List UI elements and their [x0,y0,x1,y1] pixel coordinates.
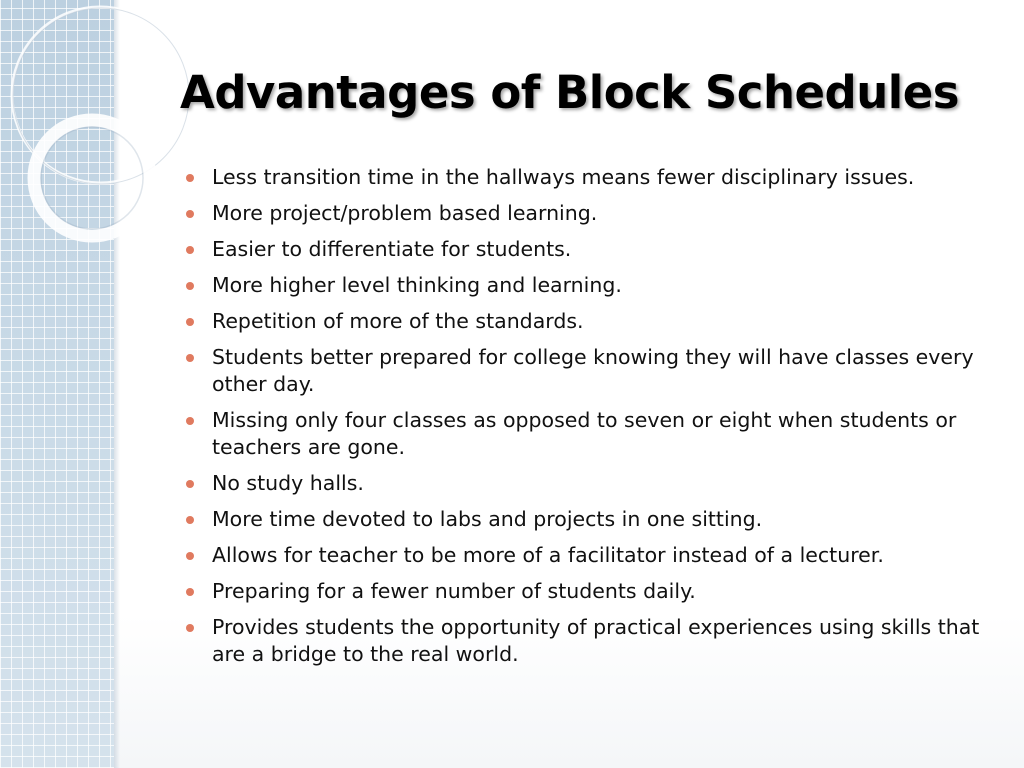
decorative-grid-panel [0,0,114,768]
bullet-dot-icon [186,417,194,425]
bullet-item [184,578,996,605]
bullet-text: Easier to differentiate for students. [212,237,572,261]
bullet-text: Allows for teacher to be more of a facilitator instead of a lecturer. [212,543,884,567]
bullet-dot-icon [186,588,194,596]
bullet-dot-icon [186,552,194,560]
bullet-dot-icon [186,624,194,632]
bullet-item [184,236,996,263]
bullet-dot-icon [186,174,194,182]
bullet-item [184,200,996,227]
bullet-item [184,344,996,398]
bullet-text: More higher level thinking and learning. [212,273,622,297]
bullet-text: More time devoted to labs and projects in one sitting. [212,507,763,531]
bullet-dot-icon [186,480,194,488]
bullet-text: No study halls. [212,471,364,495]
bullet-text: Repetition of more of the standards. [212,309,584,333]
bullet-item [184,470,996,497]
bullet-text: Students better prepared for college knowing they will have classes every other day. [212,345,974,396]
bullet-item [184,407,996,461]
panel-edge-shadow [114,0,120,768]
bullet-text: Missing only four classes as opposed to seven or eight when students or teachers are gone. [212,408,957,459]
bullet-dot-icon [186,516,194,524]
bullet-text: More project/problem based learning. [212,201,598,225]
bullet-dot-icon [186,354,194,362]
bullet-item [184,272,996,299]
bullet-dot-icon [186,318,194,326]
bullet-dot-icon [186,246,194,254]
bullet-item [184,542,996,569]
bullet-item [184,506,996,533]
slide-title: Advantages of Block Schedules [180,66,960,119]
bullet-dot-icon [186,282,194,290]
bullet-list [184,164,996,677]
bullet-text: Provides students the opportunity of practical experiences using skills that are a bridge to the real world. [212,615,980,666]
bullet-text: Less transition time in the hallways means fewer disciplinary issues. [212,165,915,189]
bullet-text: Preparing for a fewer number of students daily. [212,579,696,603]
bullet-item [184,164,996,191]
bullet-item [184,614,996,668]
bullet-item [184,308,996,335]
bullet-dot-icon [186,210,194,218]
